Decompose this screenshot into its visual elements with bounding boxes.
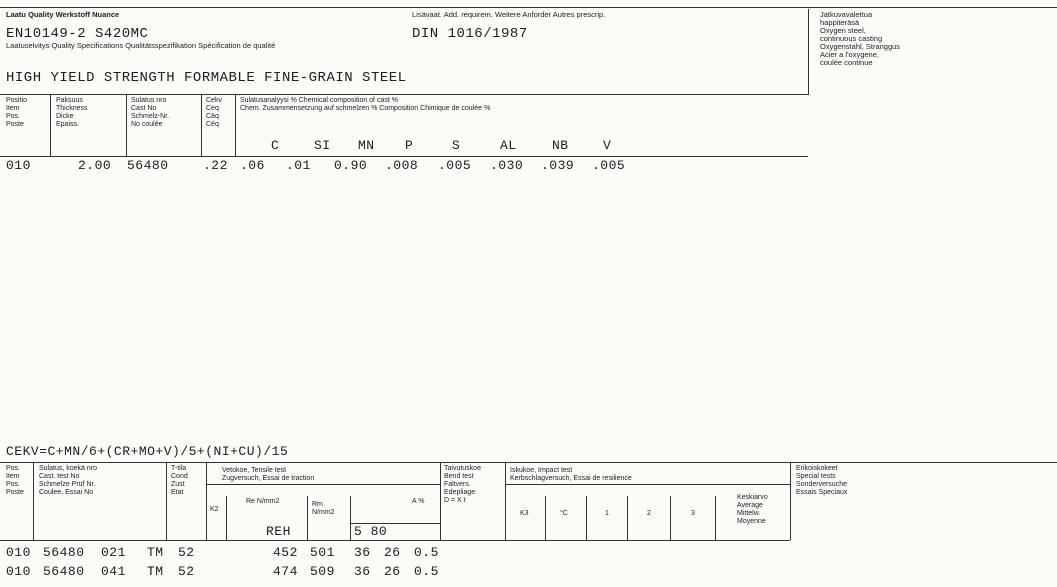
steel-name: HIGH YIELD STRENGTH FORMABLE FINE-GRAIN STEEL <box>6 70 407 86</box>
element-al: AL <box>500 138 517 153</box>
chem-ceq: .22 <box>203 158 228 173</box>
mech-header-impact: Iskukoe, Impact test Kerbschlagversuch, Essai de resilience <box>510 467 632 482</box>
mech-k2: 52 <box>178 545 195 560</box>
chem-value-al: .030 <box>490 158 524 173</box>
mech-header-tensile: Vetokoe, Tensile test Zugversuch, Essai de traction <box>222 467 315 482</box>
mech-col-sep-re <box>307 496 308 540</box>
additional-requirements-label: Lisävaat. Add. requirem. Weitere Anforder Autres prescrip. <box>412 10 606 19</box>
mech-rm: 509 <box>310 564 335 579</box>
header-divider <box>808 9 809 95</box>
mech-rm: 501 <box>310 545 335 560</box>
mech-re: 474 <box>273 564 298 579</box>
mech-col-sep-6 <box>790 463 791 540</box>
mech-pos: 010 <box>6 545 31 560</box>
mech-col-sep-3 <box>206 463 207 540</box>
mech-k2: 52 <box>178 564 195 579</box>
mech-col-sep-i3 <box>715 496 716 540</box>
mech-col-sep-4 <box>440 463 441 540</box>
quality-label: Laatu Quality Werkstoff Nuance <box>6 10 120 19</box>
mech-col-sep-2 <box>166 463 167 540</box>
mech-col-sep-k2 <box>226 496 227 540</box>
chem-value-mn: 0.90 <box>334 158 368 173</box>
chem-table-top <box>0 94 808 95</box>
mech-header-condition: T-tila Cond Zust Etat <box>171 465 188 496</box>
mech-col-sep-k3 <box>545 496 546 540</box>
mech-header-k2: K2 <box>210 506 219 513</box>
mech-header-re: Re N/mm2 <box>246 498 280 505</box>
quality-spec-label: Laatuselvitys Quality Specifications Qualitätsspezifikation Spécification de qualité <box>6 41 276 50</box>
mech-header-cast-test: Sulatus, koekä nro Cast. test No Schmelze Prüf Nr. Coulee, Essai No <box>39 465 97 496</box>
element-c: C <box>271 138 280 153</box>
mech-header-a-sub: 5 80 <box>354 524 388 539</box>
mech-header-impact-1: 1 <box>605 510 609 517</box>
mech-cast: 56480 <box>43 564 85 579</box>
mech-header-k3: K3 <box>520 510 529 517</box>
element-si: SI <box>314 138 331 153</box>
element-s: S <box>452 138 461 153</box>
mech-header-average: Keskiarvo Average Mittelw. Moyenne <box>737 494 768 525</box>
mech-col-sep-i2 <box>670 496 671 540</box>
chem-col-sep-4 <box>235 95 236 156</box>
chem-position: 010 <box>6 158 31 173</box>
element-v: V <box>603 138 612 153</box>
mech-test-no: 041 <box>101 564 126 579</box>
mech-condition: TM <box>147 545 164 560</box>
mech-a5: 36 <box>354 564 371 579</box>
mech-table-bottom <box>0 540 790 541</box>
mech-header-reh: REH <box>266 524 291 539</box>
mech-table-top <box>0 462 1057 463</box>
mech-cast: 56480 <box>43 545 85 560</box>
chem-cast-no: 56480 <box>127 158 169 173</box>
mech-pos: 010 <box>6 564 31 579</box>
mech-bend: 0.5 <box>414 545 439 560</box>
mech-bend: 0.5 <box>414 564 439 579</box>
mech-col-sep-1 <box>33 463 34 540</box>
chem-thickness: 2.00 <box>78 158 112 173</box>
impact-header-rule <box>505 484 790 485</box>
mech-a80: 26 <box>384 564 401 579</box>
chem-col-sep-1 <box>50 95 51 156</box>
mech-col-sep-i1 <box>627 496 628 540</box>
mech-a5: 36 <box>354 545 371 560</box>
mech-condition: TM <box>147 564 164 579</box>
element-nb: NB <box>552 138 569 153</box>
tensile-header-rule <box>206 484 440 485</box>
mech-header-pos: Pos. Item Pos. Poste <box>6 465 24 496</box>
mech-header-a: A % <box>412 498 425 505</box>
chem-value-p: .008 <box>385 158 419 173</box>
header-ceq: Cekv Ceq Cäq Céq <box>206 97 222 128</box>
ceq-formula: CEKV=C+MN/6+(CR+MO+V)/5+(NI+CU)/15 <box>6 444 289 459</box>
chem-col-sep-3 <box>201 95 202 156</box>
chem-col-sep-2 <box>126 95 127 156</box>
chem-table-header-bottom <box>0 156 808 157</box>
steel-process-note: Jatkuvavalettua happiteräsä Oxygen steel, continuous casting Oxygenstahl, Stranggus Acier a l'oxygene, coulée continue <box>820 10 901 67</box>
mech-a80: 26 <box>384 545 401 560</box>
mech-test-no: 021 <box>101 545 126 560</box>
mech-header-deg: °C <box>560 510 568 517</box>
grade-code: EN10149-2 S420MC <box>6 26 149 42</box>
chem-value-c: .06 <box>240 158 265 173</box>
mech-header-impact-2: 2 <box>647 510 651 517</box>
mech-col-sep-5 <box>505 463 506 540</box>
chem-value-v: .005 <box>592 158 626 173</box>
mech-re: 452 <box>273 545 298 560</box>
mech-col-sep-rm <box>350 496 351 540</box>
mech-header-bend: Taivutuskoe Bend test Faltvers. Edepliage D = X t <box>444 465 481 504</box>
din-standard: DIN 1016/1987 <box>412 26 528 42</box>
mech-header-special-tests: Erikoiskokeet Special tests Sonderversuche Essais Speciaux <box>796 465 848 496</box>
mech-col-sep-deg <box>586 496 587 540</box>
header-cast-no: Sulatus nro Cast No Schmelz-Nr. No coulée <box>131 97 170 128</box>
top-rule <box>0 7 1057 8</box>
element-mn: MN <box>358 138 375 153</box>
header-thickness: Paksuus Thickness Dicke Epaiss. <box>56 97 88 128</box>
chem-value-s: .005 <box>438 158 472 173</box>
chem-value-si: .01 <box>286 158 311 173</box>
header-chemical-composition: Sulatusanalyysi % Chemical composition of cast % Chem. Zusammensetzung auf schmelzen % Composition Chimique de coulée % <box>240 97 491 112</box>
mech-header-rm: Rm N/mm2 <box>312 501 335 516</box>
mech-header-impact-3: 3 <box>691 510 695 517</box>
chem-value-nb: .039 <box>541 158 575 173</box>
header-position: Positio Item Pos. Poste <box>6 97 28 128</box>
element-p: P <box>405 138 414 153</box>
